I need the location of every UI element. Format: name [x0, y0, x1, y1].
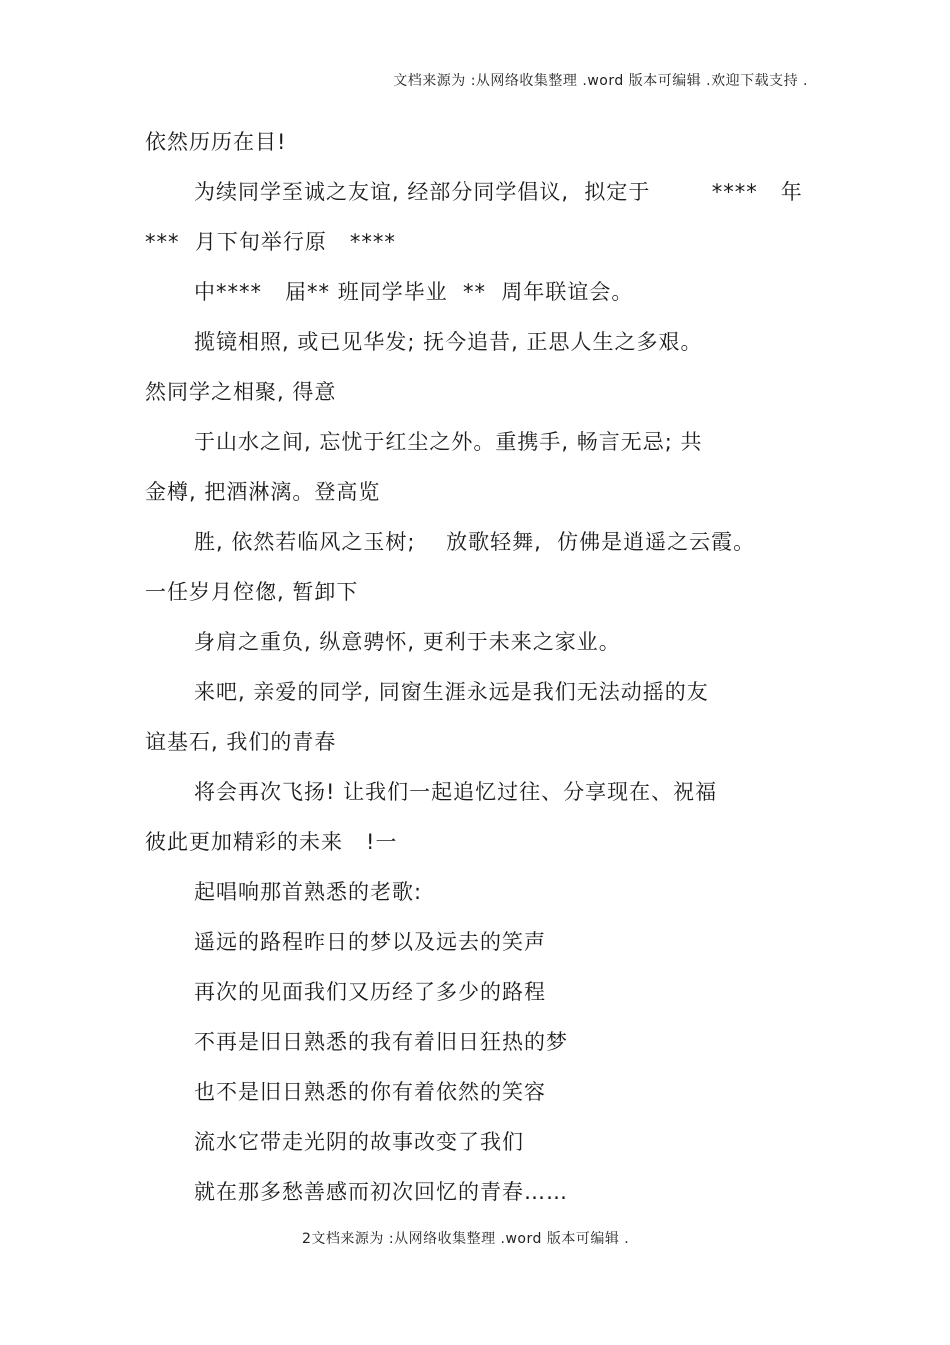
text-line: 然同学之相聚, 得意: [145, 380, 337, 404]
text-line: *** 月下旬举行原 ****: [145, 230, 396, 254]
text-line: 依然历历在目!: [145, 130, 287, 154]
text-line: 身肩之重负, 纵意骋怀, 更利于未来之家业。: [194, 630, 621, 654]
lyric-line: 遥远的路程昨日的梦以及远去的笑声: [194, 930, 546, 954]
text-line: 一任岁月倥偬, 暂卸下: [145, 580, 359, 604]
text-line: 起唱响那首熟悉的老歌:: [194, 880, 423, 904]
lyric-line: 再次的见面我们又历经了多少的路程: [194, 980, 546, 1004]
lyric-line: 不再是旧日熟悉的我有着旧日狂热的梦: [194, 1030, 568, 1054]
lyric-line: 也不是旧日熟悉的你有着依然的笑容: [194, 1080, 546, 1104]
text-line: 于山水之间, 忘忧于红尘之外。重携手, 畅言无忌; 共: [194, 430, 703, 454]
page-footer: 2文档来源为 :从网络收集整理 .word 版本可编辑 .: [302, 1231, 630, 1247]
page-header: 文档来源为 :从网络收集整理 .word 版本可编辑 .欢迎下载支持 .: [393, 73, 808, 89]
text-line: 中**** 届** 班同学毕业 ** 周年联谊会。: [194, 280, 634, 304]
text-line: 胜, 依然若临风之玉树; 放歌轻舞, 仿佛是逍遥之云霞。: [194, 530, 756, 554]
lyric-line: 流水它带走光阴的故事改变了我们: [194, 1130, 524, 1154]
text-line: 揽镜相照, 或已见华发; 抚今追昔, 正思人生之多艰。: [194, 330, 703, 354]
text-line: 谊基石, 我们的青春: [145, 730, 337, 754]
document-body: [145, 121, 825, 1221]
text-line: 彼此更加精彩的未来 !一: [145, 830, 398, 854]
text-line: 将会再次飞扬! 让我们一起追忆过往、分享现在、祝福: [194, 780, 718, 804]
text-line: 金樽, 把酒淋漓。登高览: [145, 480, 381, 504]
text-line: 来吧, 亲爱的同学, 同窗生涯永远是我们无法动摇的友: [194, 680, 709, 704]
lyric-line: 就在那多愁善感而初次回忆的青春……: [194, 1180, 568, 1204]
text-line: 为续同学至诚之友谊, 经部分同学倡议, 拟定于 **** 年: [194, 180, 803, 204]
